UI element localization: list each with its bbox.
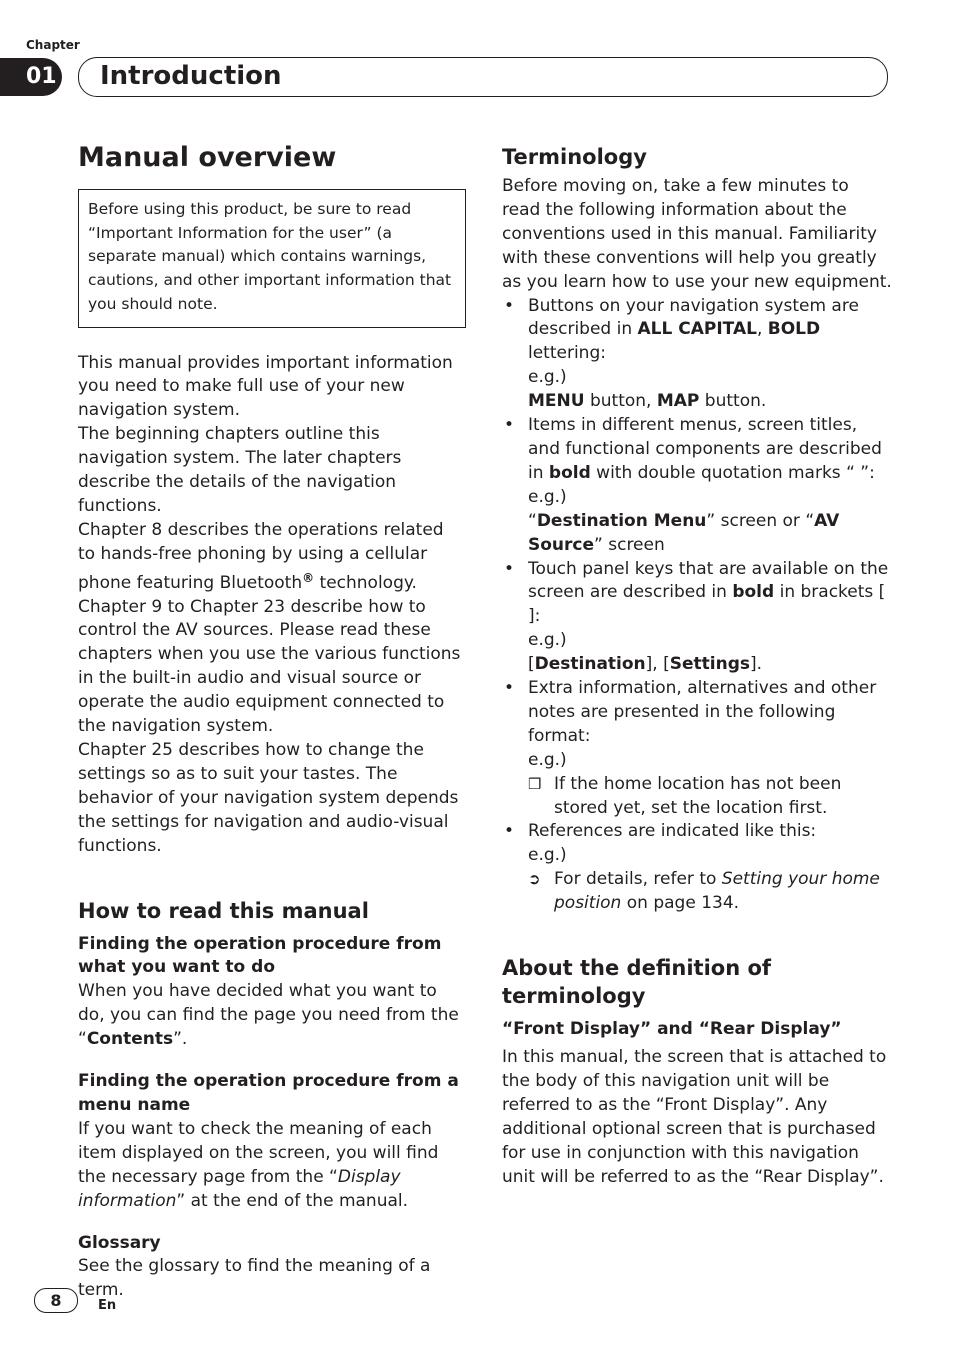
- bullet-mark: •: [504, 558, 515, 579]
- contents-reference: Contents: [86, 1029, 174, 1050]
- list-item: • Touch panel keys that are available on the screen are described in bold in brackets [ ]: e.g.) [Destination], [Settings].: [502, 558, 892, 678]
- body-paragraph: In this manual, the screen that is attached to the body of this navigation unit will be referred to as the “Front Display”. Any additional optional screen that is purchased for use in conjunction with this navigation unit will be referred to as the “Rear Display”.: [502, 1047, 887, 1187]
- list-item: • Extra information, alternatives and other notes are presented in the following format: e.g.) ❒ If the home location has not been stored yet, set the location first.: [502, 677, 892, 820]
- example-text: MENU button, MAP button.: [528, 391, 767, 412]
- note-example: ❒ If the home location has not been stored yet, set the location first.: [528, 773, 842, 818]
- list-item: • Items in different menus, screen titles, and functional components are described in bold with double quotation marks “ ”: e.g.) “Destination Menu” screen or “AV Source” screen: [502, 414, 892, 557]
- section-title-terminology: Terminology: [502, 145, 647, 169]
- important-note-text: Before using this product, be sure to read “Important Information for the user” (a separate manual) which contains warnings, cautions, and other important information that you should note.: [88, 200, 452, 313]
- section-title-about-terminology: About the definition of terminology: [502, 956, 772, 1009]
- overview-paragraph: The beginning chapters outline this navigation system. The later chapters describe the details of the navigation functions.: [78, 424, 402, 516]
- left-column: [78, 140, 466, 1303]
- example-label: e.g.): [528, 367, 567, 388]
- right-column: [502, 140, 892, 1189]
- chapter-label: Chapter: [26, 38, 80, 52]
- subheading-front-rear-display: “Front Display” and “Rear Display”: [502, 1019, 842, 1040]
- reference-arrow-icon: ➲: [528, 870, 541, 889]
- terminology-intro: Before moving on, take a few minutes to read the following information about the conventions used in this manual. Familiarity with these conventions will help you greatly as you learn how to use your new equipment.: [502, 176, 892, 292]
- example-text: “Destination Menu” screen or “AV Source” screen: [528, 510, 840, 555]
- example-label: e.g.): [528, 749, 567, 770]
- overview-paragraph: This manual provides important information you need to make full use of your new navigation system.: [78, 352, 453, 421]
- list-item: • References are indicated like this: e.g.) ➲ For details, refer to Setting your home position on page 134.: [502, 820, 892, 916]
- example-label: e.g.): [528, 630, 567, 651]
- reference-example: ➲ For details, refer to Setting your home position on page 134.: [528, 869, 880, 914]
- body-paragraph: If you want to check the meaning of each item displayed on the screen, you will find the necessary page from the “Display information” at the end of the manual.: [78, 1118, 439, 1211]
- subheading-glossary: Glossary: [78, 1232, 161, 1253]
- bullet-mark: •: [504, 678, 515, 699]
- bullet-mark: •: [504, 821, 515, 842]
- language-code: En: [98, 1298, 117, 1313]
- body-paragraph: See the glossary to find the meaning of a term.: [78, 1256, 431, 1301]
- overview-paragraph: Chapter 25 describes how to change the settings so as to suit your tastes. The behavior of your navigation system depends the settings for navigation and audio-visual functions.: [78, 740, 459, 856]
- chapter-title: Introduction: [100, 61, 282, 91]
- subheading-find-by-task: Finding the operation procedure from what you want to do: [78, 933, 442, 978]
- subheading-find-by-menu: Finding the operation procedure from a menu name: [78, 1071, 459, 1115]
- body-paragraph: When you have decided what you want to do, you can find the page you need from the “Contents”.: [78, 981, 459, 1050]
- registered-mark: ®: [302, 570, 315, 585]
- section-title-manual-overview: Manual overview: [78, 142, 337, 173]
- display-information-reference: Display information: [78, 1166, 401, 1211]
- page-number: 8: [34, 1288, 78, 1313]
- section-title-how-to-read: How to read this manual: [78, 898, 369, 923]
- chapter-number-badge: 01: [0, 58, 62, 96]
- list-item: • Buttons on your navigation system are described in ALL CAPITAL, BOLD lettering: e.g.) MENU button, MAP button.: [502, 295, 892, 415]
- example-label: e.g.): [528, 845, 567, 866]
- bullet-mark: •: [504, 295, 515, 316]
- overview-paragraph: Chapter 9 to Chapter 23 describe how to control the AV sources. Please read these chapters when you use the various functions in the built-in audio and visual source or operate the audio equipment connected to the navigation system.: [78, 596, 461, 737]
- overview-paragraph: Chapter 8 describes the operations related to hands-free phoning by using a cellular phone featuring Bluetooth® technology.: [78, 519, 444, 593]
- example-label: e.g.): [528, 486, 567, 507]
- important-note-box: [78, 189, 466, 328]
- note-checkbox-icon: ❒: [528, 774, 542, 793]
- bullet-mark: •: [504, 415, 515, 436]
- example-text: [Destination], [Settings].: [528, 654, 763, 675]
